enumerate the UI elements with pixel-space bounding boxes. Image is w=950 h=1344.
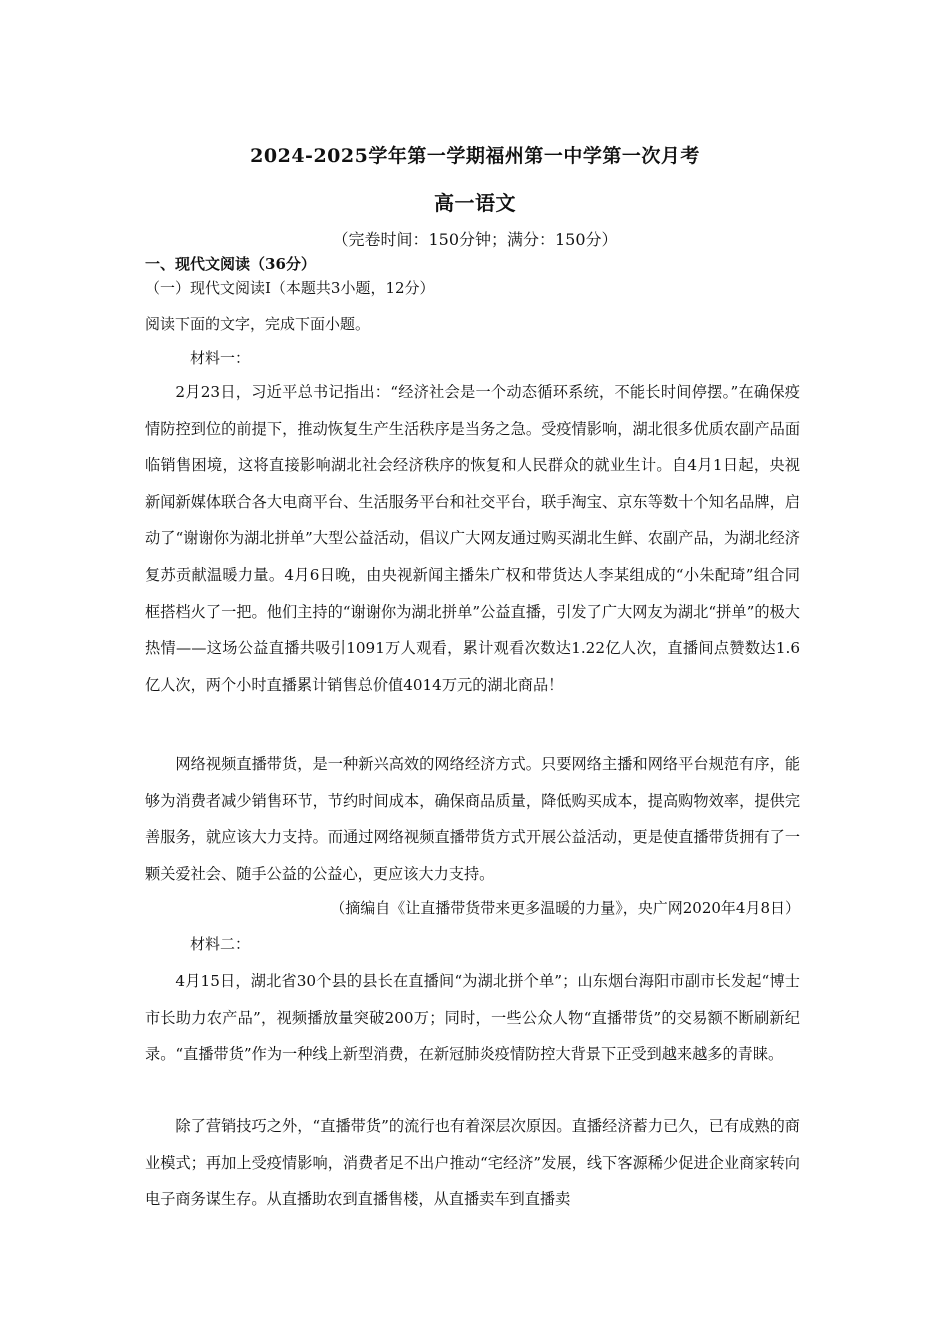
material-two-label: 材料二： [190,935,251,953]
subject-title: 高一语文 [434,191,516,215]
exam-time-note: （完卷时间：150分钟；满分：150分） [332,230,618,249]
exam-title: 2024-2025学年第一学期福州第一中学第一次月考 [250,145,700,167]
material-one-label: 材料一： [190,349,251,367]
material-one-paragraph-2: 网络视频直播带货，是一种新兴高效的网络经济方式。只要网络主播和网络平台规范有序，能够为消费者减少销售环节，节约时间成本，确保商品质量，降低购买成本，提高购物效率，提供完善服务，就应该大力支持。而通过网络视频直播带货方式开展公益活动，更是使直播带货拥有了一颗关爱社会、随手公益的公益心，更应该大力支持。 [145,755,800,883]
material-one-paragraph-1: 2月23日，习近平总书记指出：“经济社会是一个动态循环系统，不能长时间停摆。”在确保疫情防控到位的前提下，推动恢复生产生活秩序是当务之急。受疫情影响，湖北很多优质农副产品面临销售困境，这将直接影响湖北社会经济秩序的恢复和人民群众的就业生计。自4月1日起，央视新闻新媒体联合各大电商平台、生活服务平台和社交平台，联手淘宝、京东等数十个知名品牌，启动了“谢谢你为湖北拼单”大型公益活动，倡议广大网友通过购买湖北生鲜、农副产品，为湖北经济复苏贡献温暖力量。4月6日晚，由央视新闻主播朱广权和带货达人李某组成的“小朱配琦”组合同框搭档火了一把。他们主持的“谢谢你为湖北拼单”公益直播，引发了广大网友为湖北“拼单”的极大热情——这场公益直播共吸引1091万人观看，累计观看次数达1.22亿人次，直播间点赞数达1.6亿人次，两个小时直播累计销售总价值4014万元的湖北商品！ [145,383,800,694]
section-subheading: （一）现代文阅读Ⅰ（本题共3小题，12分） [145,279,435,297]
reading-instruction: 阅读下面的文字，完成下面小题。 [145,315,371,333]
material-two-paragraph-2: 除了营销技巧之外，“直播带货”的流行也有着深层次原因。直播经济蓄力已久，已有成熟的商业模式；再加上受疫情影响，消费者足不出户推动“宅经济”发展，线下客源稀少促进企业商家转向电子商务谋生存。从直播助农到直播售楼，从直播卖车到直播卖 [145,1117,800,1209]
material-one-source: （摘编自《让直播带货带来更多温暖的力量》，央广网2020年4月8日） [330,899,800,917]
section-heading: 一、现代文阅读（36分） [145,255,316,273]
material-two-paragraph-1: 4月15日，湖北省30个县的县长在直播间“为湖北拼个单”；山东烟台海阳市副市长发起“博士市长助力农产品”，视频播放量突破200万；同时，一些公众人物“直播带货”的交易额不断刷新纪录。“直播带货”作为一种线上新型消费，在新冠肺炎疫情防控大背景下正受到越来越多的青睐。 [145,972,800,1064]
